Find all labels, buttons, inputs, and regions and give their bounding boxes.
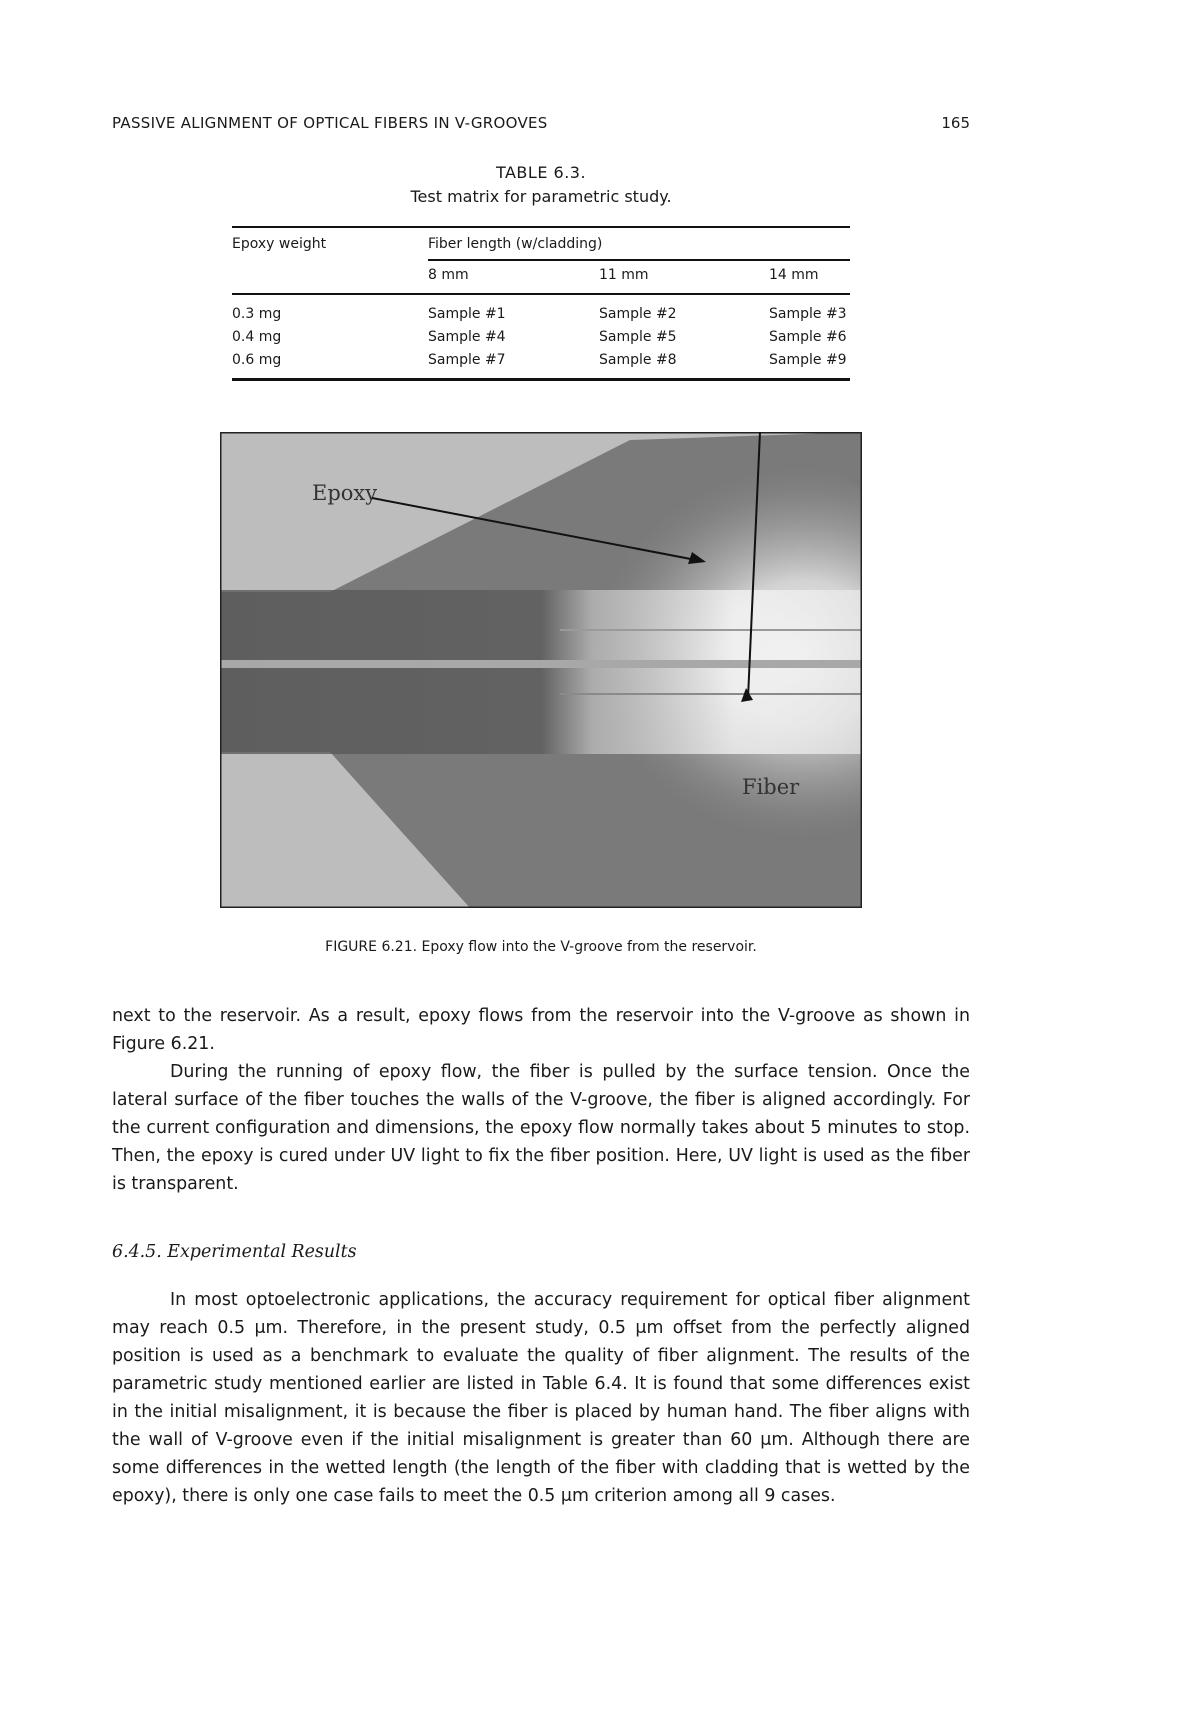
table-cell: Sample #7 — [428, 352, 506, 368]
label-epoxy: Epoxy — [312, 481, 378, 505]
figure-epoxy-flow — [220, 432, 862, 908]
row-weight: 0.6 mg — [232, 352, 282, 368]
subheader-8mm: 8 mm — [428, 267, 469, 283]
table-label: TABLE 6.3. — [495, 163, 587, 182]
section-heading: 6.4.5. Experimental Results — [112, 1242, 357, 1262]
page-number: 165 — [941, 114, 970, 132]
figure-caption: FIGURE 6.21. Epoxy flow into the V-groove from the reservoir. — [325, 939, 757, 955]
table-caption — [112, 161, 970, 209]
subheader-14mm: 14 mm — [769, 267, 819, 283]
table-cell: Sample #8 — [599, 352, 677, 368]
table-top-rule — [232, 226, 850, 228]
v-groove-band — [220, 590, 862, 754]
table-cell: Sample #5 — [599, 329, 677, 345]
subheader-11mm: 11 mm — [599, 267, 649, 283]
table-cell: Sample #3 — [769, 306, 847, 322]
table-cell: Sample #6 — [769, 329, 847, 345]
paragraph: In most optoelectronic applications, the accuracy requirement for optical fiber alignment may reach 0.5 μm. Therefore, in the present study, 0.5 μm offset from the perfectly aligned position is used as a benchmark to evaluate the quality of fiber alignment. The results of the parametric study mentioned earlier are listed in Table 6.4. It is found that some differences exist in the initial misalignment, it is because the fiber is placed by human hand. The fiber aligns with the wall of V-groove even if the initial misalignment is greater than 60 μm. Although there are some differences in the wetted length (the length of the fiber with cladding that is wetted by the epoxy), there is only one case fails to meet the 0.5 μm criterion among all 9 cases. — [112, 1290, 970, 1506]
table-title: Test matrix for parametric study. — [410, 187, 672, 206]
table-cell: Sample #2 — [599, 306, 677, 322]
micrograph — [220, 432, 862, 908]
table-bottom-rule — [232, 378, 850, 381]
table-cell: Sample #9 — [769, 352, 847, 368]
label-fiber: Fiber — [742, 775, 800, 799]
running-head — [112, 114, 970, 136]
fiber-core-line — [220, 660, 862, 668]
table-cell: Sample #4 — [428, 329, 506, 345]
header-epoxy-weight: Epoxy weight — [232, 236, 327, 252]
row-weight: 0.4 mg — [232, 329, 282, 345]
table-cell: Sample #1 — [428, 306, 506, 322]
header-bottom-rule — [232, 293, 850, 295]
row-weight: 0.3 mg — [232, 306, 282, 322]
paragraph: next to the reservoir. As a result, epoxy flows from the reservoir into the V-groove as shown in Figure 6.21. — [112, 1006, 970, 1054]
paragraph: During the running of epoxy flow, the fiber is pulled by the surface tension. Once the lateral surface of the fiber touches the walls of the V-groove, the fiber is aligned accordingly. For the current configuration and dimensions, the epoxy flow normally takes about 5 minutes to stop. Then, the epoxy is cured under UV light to fix the fiber position. Here, UV light is used as the fiber is transparent. — [112, 1062, 970, 1194]
running-title: PASSIVE ALIGNMENT OF OPTICAL FIBERS IN V-GROOVES — [112, 114, 548, 132]
header-fiber-length: Fiber length (w/cladding) — [428, 236, 603, 252]
group-rule — [428, 259, 850, 261]
